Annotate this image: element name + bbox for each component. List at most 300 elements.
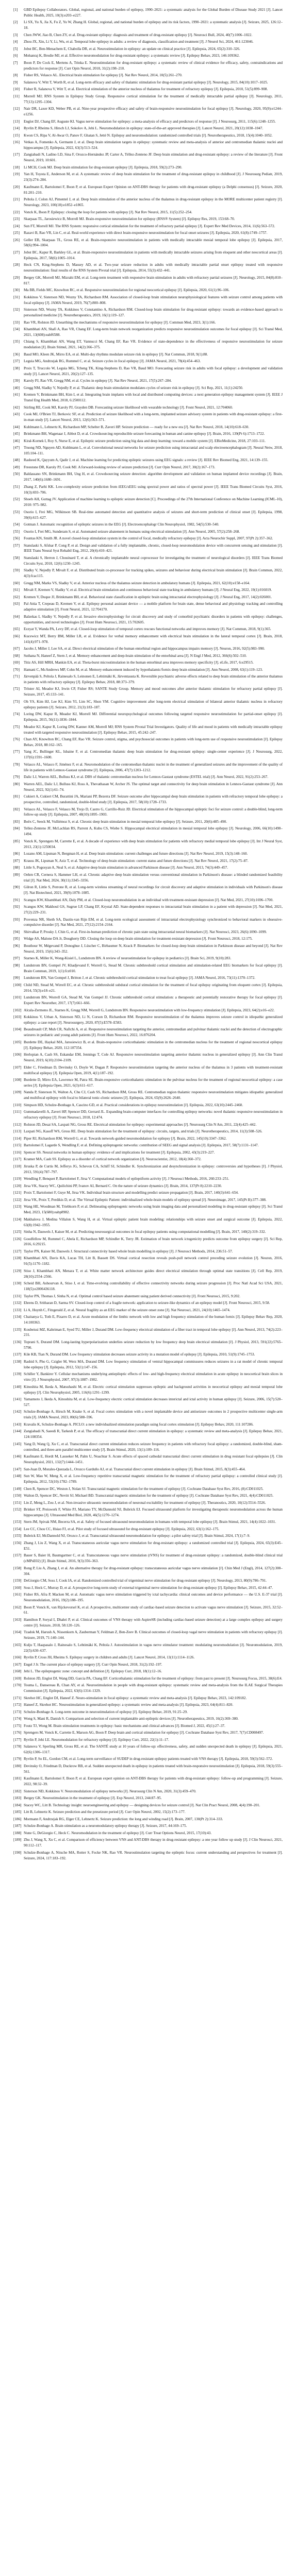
reference-number: [110] xyxy=(13,1103,22,1107)
reference-number: [152] xyxy=(13,1507,22,1512)
reference-text: Sisterson ND, Wozny TA, Kokkinos V, Constantino A, Richardson RM. Closed-loop brain stimulation for drug-resistant epilepsy: towards an evidence-based approach to personalized medicine [J]. Neurotherapeutics, 2019, 16(1):119–127. xyxy=(24,308,283,317)
reference-entry xyxy=(13,555,283,567)
reference-text: Oehrn CR, Cernera S, Hammer LH, et al. Chronic adaptive deep brain stimulation versus conventional stimulation in Parkinson's disease: a blinded randomized feasibility trial [J]. Nat Med, 2024, 30(11):3345–3356. xyxy=(24,872,283,883)
reference-entry xyxy=(13,1314,283,1326)
reference-entry xyxy=(13,1197,283,1203)
reference-number: [34] xyxy=(13,327,20,331)
reference-entry xyxy=(13,1683,283,1694)
reference-text: Laxpati NG, Kasoff WS, Gross RE. Deep brain stimulation for the treatment of epilepsy: circuits, targets, and trials [J]. Neurotherapeutics, 2014, 11(3):508–526. xyxy=(24,1129,262,1134)
reference-number: [51] xyxy=(13,484,20,489)
reference-text: Osorio I, Frei MG, Sunderam S, et al. Automated seizure abatement in humans using electrical stimulation [J]. Ann Neurol, 2005, 57(2):258–268. xyxy=(24,529,240,534)
reference-entry xyxy=(13,1109,283,1121)
reference-text: Starnes K, Miller K, Wong-Kisiel L, Lundstrom BN. A review of neurostimulation for epilepsy in pediatrics [J]. Brain Sci, 2019, 9(10):283. xyxy=(24,956,232,961)
reference-number: [64] xyxy=(13,614,20,619)
reference-text: Loring DW, Kapur R, Meador KJ, Morrell MJ. Differential neuropsychological outcomes following targeted responsive neurostimulation for partial-onset epilepsy [J]. Epilepsia, 2015, 56(11):1836–1844. xyxy=(24,712,283,722)
reference-entry xyxy=(13,405,283,411)
reference-text: Engel J Jr. The current place of epilepsy surgery [J]. Curr Opin Neurol, 2018, 31(2):192–197. xyxy=(24,1662,162,1667)
reference-entry xyxy=(13,1789,283,1794)
reference-text: Simpson HD, Schulze-Bonhage A, Cascino GD, et al. Practical considerations in epilepsy neurostimulation [J]. Epilepsia, 2022, 63(10):2445–2460. xyxy=(24,1103,243,1107)
reference-text: Zangiabadi N, Ladino LD, Sina F, Orozco-Hernández JP, Carter A, Téllez-Zenteno JF. Deep brain stimulation and drug-resistant epilepsy: a review of the literature [J]. Front Neurol, 2019, 10:601. xyxy=(24,152,283,163)
reference-entry xyxy=(13,1723,283,1729)
reference-number: [9] xyxy=(13,80,18,84)
reference-text: Mohanraj K, Brodie MJ, et al. Effective neuromodulation for drug-resistant epilepsy: a systematic review [J]. Epilepsy Behav, 2023, 146:109362. xyxy=(24,54,240,58)
reference-text: Spencer SS. Neural networks in human epilepsy: evidence of and implications for treatment [J]. Epilepsia, 2002, 43(3):219–227. xyxy=(24,1150,215,1155)
reference-number: [26] xyxy=(13,238,20,242)
reference-number: [154] xyxy=(13,1527,22,1531)
reference-text: Geller EB, Skarpaas TL, Gross RE, et al. Brain-responsive neurostimulation in patients with medically intractable mesial temporal lobe epilepsy [J]. Epilepsia, 2017, 58(6):994–1004. xyxy=(24,238,283,248)
reference-entry xyxy=(13,230,283,236)
reference-entry xyxy=(13,1157,283,1162)
reference-number: [25] xyxy=(13,231,20,235)
reference-entry xyxy=(13,1384,283,1396)
reference-text: Touma L, Dansereau B, Chan AY, et al. Neurostimulation in people with drug-resistant epilepsy: systematic review and meta-analysis from the ILAE Surgical Therapies Commission [J]. Epilepsia, 2022, 63(6):1314–1329. xyxy=(24,1683,283,1693)
reference-number: [142] xyxy=(13,1410,22,1414)
reference-text: Sinha N, Dauwels J, Kaiser M, et al. Predicting neurosurgical outcomes in focal epilepsy patients using computational modelling [J]. Brain, 2017, 140(2):319–332. xyxy=(24,1230,266,1234)
reference-number: [137] xyxy=(13,1352,22,1357)
reference-text: Stirling RE, Cook MJ, Karoly PJ, Grayden DB. Forecasting seizure likelihood with wearable technology [J]. Front Neurol, 2021, 12:704060. xyxy=(24,405,233,410)
reference-number: [54] xyxy=(13,522,20,527)
reference-number: [107] xyxy=(13,1065,22,1070)
reference-text: Widge AS, Malone DA Jr, Dougherty DD. Closing the loop on deep brain stimulation for treatment-resistant depression [J]. Front Neurosci, 2018, 12:175. xyxy=(24,937,253,941)
reference-number: [160] xyxy=(13,1585,22,1590)
reference-number: [83] xyxy=(13,819,20,824)
reference-number: [65] xyxy=(13,627,20,632)
reference-number: [101] xyxy=(13,995,22,1000)
reference-text: Foutz TJ, Wong M. Brain stimulation treatments in epilepsy: basic mechanisms and clinical advances [J]. Biomed J, 2022, 45(1):27–37. xyxy=(24,1723,225,1728)
reference-text: Gregg NM, Sladky V, Nejedly P, et al. Thalamic deep brain stimulation modulates cycles of seizure risk in epilepsy [J]. Sci Rep, 2021, 11(1):24250. xyxy=(24,385,243,390)
reference-number: [121] xyxy=(13,1191,22,1195)
reference-entry xyxy=(13,807,283,818)
reference-number: [37] xyxy=(13,359,20,364)
reference-entry xyxy=(13,1540,283,1552)
reference-number: [30] xyxy=(13,288,20,293)
reference-text: Burdette DE, Haykal MA, Jarosiewicz B, et al. Brain-responsive corticothalamic stimulation in the centromedian nucleus for the treatment of regional neocortical epilepsy [J]. Epilepsy Behav, 2020, 112:107354. xyxy=(24,1040,283,1050)
reference-number: [168] xyxy=(13,1669,22,1674)
reference-text: Titiz AS, Hill MRH, Mankin EA, et al. Theta-burst microstimulation in the human entorhinal area improves memory specificity [J]. eLife, 2017, 6:e29515. xyxy=(24,660,254,665)
reference-number: [165] xyxy=(13,1642,22,1647)
reference-text: Little S, Pogosyan A, Neal S, et al. Adaptive deep brain stimulation in advanced Parkinson disease [J]. Ann Neurol, 2013, 74(3):449–457. xyxy=(24,866,228,870)
reference-text: Li A, Huynh C, Fitzgerald Z, et al. Neural fragility as an EEG marker of the seizure onset zone [J]. Nat Neurosci, 2021, 24(10):1465–1474. xyxy=(24,1308,231,1312)
reference-number: [35] xyxy=(13,340,20,344)
reference-entry xyxy=(13,1204,283,1215)
reference-entry xyxy=(13,858,283,864)
reference-entry xyxy=(13,1519,283,1525)
reference-entry xyxy=(13,1795,283,1801)
reference-text: Elder C, Friedman D, Devinsky O, Doyle W, Dugan P. Responsive neurostimulation targeting the anterior nucleus of the thalamus in 3 patients with treatment-resistant multifocal epilepsy [J]. Epilepsia Open, 2019, 4(1):187–192. xyxy=(24,1065,283,1075)
reference-text: Skarpaas TL, Jarosiewicz B, Morrell MJ. Brain-responsive neurostimulation for epilepsy (RNS® System) [J]. Epilepsy Res, 2019, 153:68–70. xyxy=(24,217,235,222)
reference-number: [112] xyxy=(13,1122,22,1127)
reference-number: [144] xyxy=(13,1429,22,1434)
reference-number: [126] xyxy=(13,1236,22,1241)
reference-number: [105] xyxy=(13,1040,22,1044)
reference-number: [44] xyxy=(13,425,20,429)
reference-entry xyxy=(13,1308,283,1313)
reference-text: Sisterson ND, Kokkinos V. Neuromodulation of epilepsy networks [J]. Neurosurg Clin N Am, 2020, 31(3):459–470. xyxy=(24,1789,196,1793)
reference-number: [104] xyxy=(13,1027,22,1032)
reference-entry xyxy=(13,1764,283,1775)
reference-entry xyxy=(13,1027,283,1038)
reference-entry xyxy=(13,385,283,391)
reference-number: [115] xyxy=(13,1143,22,1148)
reference-text: Sun W, Mao W, Meng X, et al. Low-frequency repetitive transcranial magnetic stimulation for the treatment of refractory partial epilepsy: a controlled clinical study [J]. Epilepsia, 2012, 53(10):1782–1789. xyxy=(24,1474,283,1484)
reference-entry xyxy=(13,1352,283,1358)
reference-number: [47] xyxy=(13,446,20,450)
reference-text: Heck CN, King-Stephens D, Massey AD, et al. Two-year seizure reduction in adults with medically intractable partial onset epilepsy treated with responsive neurostimulation: final results of the RNS System Pivotal trial [J]. Epilepsia, 2014, 55(3):432–441. xyxy=(24,263,283,273)
reference-entry xyxy=(13,1642,283,1654)
reference-text: Stanslaski S, Afshar P, Cong P, et al. Design and validation of a fully implantable, chronic, closed-loop neuromodulation device with concurrent sensing and stimulation [J]. IEEE Trans Neural Syst Rehabil Eng, 2012, 20(4):410–421. xyxy=(24,543,283,553)
reference-text: Mivalt F, Kremen V, Sladky V, et al. Electrical brain stimulation and continuous behavioral state tracking in ambulatory humans [J]. J Neural Eng, 2022, 19(1):016019. xyxy=(24,588,272,592)
reference-text: Velasco AL, Velasco F, Jiménez F, et al. Neuromodulation of the centromedian thalamic nuclei in the treatment of generalized seizures and the improvement of the quality of life in patients with Lennox-Gastaut syndrome [J]. Epilepsia, 2006, 47(7):1203–1212. xyxy=(24,762,283,772)
reference-text: Kramer MA, Cash SS. Epilepsy as a disorder of cortical network organization [J]. Neuroscientist, 2012, 18(4):360–372. xyxy=(24,1157,202,1162)
reference-text: Boon P, Vonck K, van Rijckevorsel K, et al. A prospective, multicenter study of cardiac-based seizure detection to activate vagus nerve stimulation [J]. Seizure, 2015, 32:52–61. xyxy=(24,1605,283,1615)
reference-number: [66] xyxy=(13,634,20,638)
reference-text: Tzadok M, Harush A, Nissenkorn A, Zauberman Y, Feldman Z, Ben-Zeev B. Clinical outcomes of closed-loop vagal nerve stimulation in patients with refractory epilepsy [J]. Seizure, 2019, 71:140–144. xyxy=(24,1630,283,1640)
reference-text: Salanova V, Sperling MR, Gross RE, et al. The SANTÉ study at 10 years of follow-up: effectiveness, safety, and sudden unexpected death in epilepsy [J]. Epilepsia, 2021, 62(6):1306–1317. xyxy=(24,1744,283,1754)
reference-entry xyxy=(13,1837,283,1849)
reference-entry xyxy=(13,1592,283,1603)
reference-text: Baud MO, Kleen JK, Mirro EA, et al. Multi-day rhythms modulate seizure risk in epilepsy [J]. Nat Commun, 2018, 9(1):88. xyxy=(24,352,208,357)
reference-text: Gregg NM, Marks VS, Sladky V, et al. Anterior nucleus of the thalamus seizure detection in ambulatory humans [J]. Epilepsia, 2021, 62(10):e158–e164. xyxy=(24,581,250,585)
reference-number: [20] xyxy=(13,184,20,189)
reference-text: Sun FT, Morrell MJ. The RNS System: responsive cortical stimulation for the treatment of refractory partial epilepsy [J]. Expert Rev Med Devices, 2014, 11(6):563–572. xyxy=(24,224,275,228)
reference-entry xyxy=(13,782,283,793)
reference-number: [133] xyxy=(13,1308,22,1312)
reference-number: [173] xyxy=(13,1709,22,1714)
reference-number: [8] xyxy=(13,73,18,78)
reference-entry xyxy=(13,275,283,286)
reference-text: Kaufmann E, Bartolomei F, Boon P, et al. European expert opinion on ANT-DBS therapy for patients with drug-resistant epilepsy: follow-up and programming [J]. Seizure, 2022, 98:32–39. xyxy=(24,1776,283,1787)
reference-entry xyxy=(13,352,283,358)
reference-entry xyxy=(13,32,283,38)
reference-text: Bouthour W, Mégevand P, Donoghue J, Lüscher C, Birbaumer N, Krack P. Biomarkers for closed-loop deep brain stimulation in Parkinson disease and beyond [J]. Nat Rev Neurol, 2019, 15(6):343–352. xyxy=(24,943,283,954)
reference-entry xyxy=(13,522,283,528)
reference-text: Mormann F, Andrzejak RG, Elger CE, Lehnertz K. Seizure prediction: the long and winding road [J]. Brain, 2007, 130(Pt 2):314–333. xyxy=(24,1817,223,1821)
reference-text: Truong ND, Nguyen AD, Kuhlmann L, et al. Convolutional neural networks for seizure prediction using intracranial and scalp electroencephalogram [J]. Neural Netw, 2018, 105:104–111. xyxy=(24,446,283,455)
reference-entry xyxy=(13,165,283,171)
reference-text: Kile KB, Tian N, Durand DM. Low frequency stimulation decreases seizure activity in a mutation model of epilepsy [J]. Epilepsia, 2010, 51(9):1745–1753. xyxy=(24,1352,255,1357)
reference-entry xyxy=(13,320,283,326)
reference-text: Fisher R, Salanova V, Witt T, et al. Electrical stimulation of the anterior nucleus of thalamus for treatment of refractory epilepsy [J]. Epilepsia, 2010, 51(5):899–908. xyxy=(24,87,268,92)
reference-text: Chen R, Spencer DC, Weston J, Nolan SJ. Transcranial magnetic stimulation for the treatment of epilepsy [J]. Cochrane Database Syst Rev, 2016, (8):CD011025. xyxy=(24,1486,264,1491)
reference-text: Ezzyat Y, Wanda PA, Levy DF, et al. Closed-loop stimulation of temporal cortex rescues functional networks and improves memory [J]. Nat Commun, 2018, 9(1):365. xyxy=(24,627,271,632)
reference-text: Khambhati AN, Davis KA, Lucas TH, Litt B, Bassett DS. Virtual cortical resection reveals push-pull network control preceding seizure evolution [J]. Neuron, 2016, 91(5):1170–1182. xyxy=(24,1256,283,1266)
reference-entry xyxy=(13,1676,283,1682)
reference-number: [59] xyxy=(13,568,20,573)
reference-entry xyxy=(13,1823,283,1829)
reference-number: [170] xyxy=(13,1683,22,1688)
reference-text: Kaufmann E, Bartolomei F, Boon P, et al. European Expert Opinion on ANT-DBS therapy for patients with drug-resistant epilepsy (a Delphi consensus) [J]. Seizure, 2020, 81:201–210. xyxy=(24,184,283,195)
reference-entry xyxy=(13,80,283,86)
reference-number: [97] xyxy=(13,956,20,961)
reference-text: Shoeb AH, Guttag JV. Application of machine learning to epileptic seizure detection [C]. Proceedings of the 27th International Conference on Machine Learning (ICML-10), 2010: 975–982. xyxy=(24,497,283,507)
reference-entry xyxy=(13,1229,283,1235)
reference-number: [153] xyxy=(13,1520,22,1524)
reference-number: [174] xyxy=(13,1717,22,1721)
reference-entry xyxy=(13,1617,283,1629)
reference-text: Wong S, Mani R, Danish S. Comparison and selection of current implantable anti-epileptic devices [J]. Neurotherapeutics, 2019, 16(2):369–380. xyxy=(24,1717,239,1721)
reference-number: [122] xyxy=(13,1197,22,1202)
reference-text: Rolston JD, Englot DJ, Wang DD, Garcia PA, Chang EF. Corticothalamic stimulation for the treatment of epilepsy: from past to present [J]. Neurosurg Focus, 2015, 38(6):E4. xyxy=(24,1676,283,1681)
reference-text: Taylor PN, Kaiser M, Dauwels J. Structural connectivity based whole brain modelling in epilepsy [J]. J Neurosci Methods, 2014, 236:51–57. xyxy=(24,1249,233,1253)
reference-number: [119] xyxy=(13,1177,22,1181)
reference-text: Salanova V, Witt T, Worth R, et al. Long-term efficacy and safety of thalamic stimulation for drug-resistant partial epilepsy [J]. Neurology, 2015, 84(10):1017–1025. xyxy=(24,80,268,84)
reference-entry xyxy=(13,1467,283,1472)
reference-entry xyxy=(13,897,283,903)
reference-number: [24] xyxy=(13,224,20,228)
reference-text: Kulju T, Haapasalo J, Rainesalo S, Lehtimäki K, Peltola J. Autostimulation in vagus nerve stimulator treatment: modulating neuromodulation [J]. Neuromodulation, 2019, 22(5):630–637. xyxy=(24,1642,283,1653)
reference-number: [155] xyxy=(13,1534,22,1538)
reference-text: Järvenpää S, Peltola J, Rainesalo S, Leinonen E, Lehtimäki K, Järventausta K. Reversible psychiatric adverse effects related to deep brain stimulation of the anterior thalamus in patients with refractory epilepsy [J]. Epilepsy Behav, 2018, 88:373–379. xyxy=(24,674,283,684)
reference-text: DeGiorgio CM, Soss J, Cook IA, et al. Randomized controlled trial of trigeminal nerve stimulation for drug-resistant epilepsy [J]. Neurology, 2013, 80(9):786–791. xyxy=(24,1579,267,1583)
reference-text: Lee CC, Chou CC, Hsiao FJ, et al. Pilot study of focused ultrasound for drug-resistant epilepsy [J]. Epilepsia, 2022, 63(1):162–175. xyxy=(24,1527,220,1531)
reference-text: Kokkinos V, Sisterson ND, Wozny TA, Richardson RM. Association of closed-loop brain stimulation neurophysiological features with seizure control among patients with focal epilepsy [J]. JAMA Neurol, 2019, 76(7):800–808. xyxy=(24,295,283,305)
reference-entry xyxy=(13,660,283,666)
reference-number: [134] xyxy=(13,1315,22,1319)
reference-entry xyxy=(13,378,283,384)
reference-text: Chaitanya G, Toth E, Pizarro D, et al. Acute modulation of the limbic network with low and high frequency stimulation of the human fornix [J]. Epilepsy Behav Rep, 2020, 14:100363. xyxy=(24,1315,283,1325)
reference-entry xyxy=(13,119,283,125)
reference-number: [186] xyxy=(13,1817,22,1821)
reference-entry xyxy=(13,1507,283,1518)
reference-entry xyxy=(13,1709,283,1715)
reference-text: Peltola J, Colon AJ, Pimentel J, et al. Deep brain stimulation of the anterior nucleus of the thalamus in drug-resistant epilepsy in the MORE multicenter patient registry [J]. Neurology, 2023, 100(18):e1852–e1865. xyxy=(24,197,283,208)
reference-text: Krauss JK, Lipsman N, Aziz T, et al. Technology of deep brain stimulation: current status and future directions [J]. Nat Rev Neurol, 2021, 17(2):75–87. xyxy=(24,858,249,863)
reference-entry xyxy=(13,87,283,92)
reference-text: Bergey GK, Morrell MJ, Mizrahi EM, et al. Long-term treatment with responsive brain stimulation in adults with refractory partial seizures [J]. Neurology, 2015, 84(8):810–817. xyxy=(24,275,283,285)
reference-text: Yang D, Wang Q, Xu C, et al. Transcranial direct current stimulation reduces seizure frequency in patients with refractory focal epilepsy: a randomized, double-blind, sham-controlled, and three-arm parallel multicenter study [J]. Brain Stimul, 2020, 13(1):109–116. xyxy=(24,1442,283,1452)
reference-text: Chan AY, Knowlton RC, Chang EF, Rao VR. Seizure control, stigma, and psychosocial outcomes in patients with long-term use of responsive neurostimulation [J]. Epilepsy Behav, 2018, 88:162–165. xyxy=(24,737,283,747)
reference-number: [27] xyxy=(13,250,20,255)
reference-entry xyxy=(13,711,283,723)
reference-entry xyxy=(13,1744,283,1755)
reference-text: Kucewicz MT, Berry BM, Miller LR, et al. Evidence for verbal memory enhancement with electrical brain stimulation in the lateral temporal cortex [J]. Brain, 2018, 141(4):971–978. xyxy=(24,634,283,644)
reference-text: Rong P, Liu A, Zhang J, et al. An alternative therapy for drug-resistant epilepsy: transcutaneous auricular vagus nerve stimulation [J]. Chin Med J (Engl), 2014, 127(2):300–304. xyxy=(24,1566,283,1576)
reference-text: Zhang Z, Parhi KK. Low-complexity seizure prediction from iEEG/sEEG using spectral power and ratios of spectral power [J]. IEEE Trans Biomed Circuits Syst, 2016, 10(3):693–706. xyxy=(24,484,283,495)
reference-text: Kremen V, Duque JJ, Brinkmann BH, et al. Behavioral state classification in epileptic brain using intracranial electrophysiology [J]. J Neural Eng, 2017, 14(2):026001. xyxy=(24,595,272,599)
reference-text: Walton D, Spencer DC, Nevitt SJ, Michael BD. Transcranial magnetic stimulation for the treatment of epilepsy [J]. Cochrane Database Syst Rev, 2021, 4(4):CD011025. xyxy=(24,1494,274,1498)
reference-text: Stern JM, Spivak NM, Becerra SA, et al. Safety of focused ultrasound neuromodulation in humans with temporal lobe epilepsy [J]. Brain Stimul, 2021, 14(4):1022–1031. xyxy=(24,1520,276,1524)
reference-text: Wang HE, Woodman M, Triebkorn P, et al. Delineating epileptogenic networks using brain imaging data and personalized modeling in drug-resistant epilepsy [J]. Sci Transl Med, 2023, 15(680):eabp8982. xyxy=(24,1205,283,1215)
reference-entry xyxy=(13,1136,283,1142)
reference-number: [45] xyxy=(13,432,20,436)
reference-entry xyxy=(13,975,283,981)
reference-number: [74] xyxy=(13,712,20,717)
reference-number: [116] xyxy=(13,1150,22,1155)
reference-text: Devinsky O, Friedman D, Duckrow RB, et al. Sudden unexpected death in epilepsy in patients treated with brain-responsive neurostimulation [J]. Epilepsia, 2018, 59(3):555–561. xyxy=(24,1764,283,1774)
reference-entry xyxy=(13,1527,283,1532)
reference-entry xyxy=(13,963,283,974)
reference-number: [69] xyxy=(13,660,20,665)
reference-number: [131] xyxy=(13,1294,22,1298)
reference-entry xyxy=(13,287,283,293)
reference-number: [19] xyxy=(13,172,20,177)
reference-entry xyxy=(13,1669,283,1674)
reference-number: [185] xyxy=(13,1810,22,1815)
reference-text: Ryvlin P, Rheims S, Hirsch LJ, Sokolov A, Jehi L. Neuromodulation in epilepsy: state-of-the-art approved therapies [J]. Lancet Neurol, 2021, 20(12):1038–1047. xyxy=(24,126,264,131)
reference-text: Ehrens D, Sritharan D, Sarma SV. Closed-loop control of a fragile network: application to seizure-like dynamics of an epilepsy model [J]. Front Neurosci, 2015, 9:58. xyxy=(24,1301,270,1306)
reference-entry xyxy=(13,1493,283,1499)
reference-entry xyxy=(13,667,283,673)
reference-text: Brinkmann BH, Wagenaar J, Abbot D, et al. Crowdsourcing reproducible seizure forecasting in human and canine epilepsy [J]. Brain, 2016, 139(Pt 6):1713–1722. xyxy=(24,432,265,436)
reference-number: [70] xyxy=(13,667,20,672)
reference-text: Koubeissi MZ, Kahriman E, Syed TU, Miller J, Durand DM. Low-frequency electrical stimulation of a fiber tract in temporal lobe epilepsy [J]. Ann Neurol, 2013, 74(2):223–231. xyxy=(24,1327,283,1337)
reference-number: [187] xyxy=(13,1824,22,1828)
reference-text: Bubrick EJ, McDannold NJ, Orozco J, et al. Transcranial ultrasound neuromodulation for epilepsy: a pilot safety trial [J]. Brain Stimul, 2024, 17(1):7–9. xyxy=(24,1534,250,1538)
reference-number: [99] xyxy=(13,976,20,980)
reference-entry xyxy=(13,1662,283,1668)
reference-text: Bartolomei F, Lagarde S, Wendling F, et al. Defining epileptogenic networks: contribution of SEEG and signal analysis [J]. Epilepsia, 2017, 58(7):1131–1147. xyxy=(24,1143,259,1148)
reference-text: Yan H, Toyota E, Anderson M, et al. A systematic review of deep brain stimulation for the treatment of drug-resistant epilepsy in childhood [J]. J Neurosurg Pediatr, 2019, 23(3):274–284. xyxy=(24,172,283,182)
reference-entry xyxy=(13,1327,283,1338)
reference-entry xyxy=(13,699,283,710)
reference-text: Skrehot HC, Englot DJ, Haneef Z. Neuro-stimulation in focal epilepsy: a systematic review and meta-analysis [J]. Epilepsy Behav, 2023, 142:109182. xyxy=(24,1696,247,1700)
reference-entry xyxy=(13,1103,283,1108)
reference-entry xyxy=(13,1256,283,1267)
reference-text: Schulze-Bonhage A, Hirsch M, Knake S, et al. Focal cortex stimulation with a novel implantable device and antiseizure outcomes in 2 prospective multicenter single-arm trials [J]. JAMA Neurol, 2023, 80(6):588–596. xyxy=(24,1410,283,1420)
reference-text: Stacey WC, Litt B. Technology insight: neuroengineering and epilepsy — designing devices for seizure control [J]. Nat Clin Pract Neurol, 2008, 4(4):190–201. xyxy=(24,1803,260,1807)
reference-entry xyxy=(13,295,283,306)
reference-entry xyxy=(13,20,283,31)
reference-number: [14] xyxy=(13,126,20,131)
reference-number: [28] xyxy=(13,263,20,267)
reference-number: [10] xyxy=(13,87,20,92)
reference-number: [11] xyxy=(13,94,20,98)
reference-entry xyxy=(13,1014,283,1026)
reference-number: [93] xyxy=(13,917,20,922)
reference-entry xyxy=(13,1850,283,1861)
reference-text: Sprengers M, Vonck K, Carrette E, Marson AG, Boon P. Deep brain and cortical stimulation for epilepsy [J]. Cochrane Database Syst Rev, 2017, 7(7):CD008497. xyxy=(24,1731,264,1735)
reference-entry xyxy=(13,465,283,470)
reference-text: Razavi B, Rao VR, Lin C, et al. Real-world experience with direct brain-responsive neurostimulation for focal onset seizures [J]. Epilepsia, 2020, 61(8):1749–1757. xyxy=(24,231,268,235)
reference-text: Nune G, DeGiorgio C, Heck C. Neuromodulation in the treatment of epilepsy [J]. Curr Treat Options Neurol, 2015, 17(10):43. xyxy=(24,1831,212,1835)
reference-number: [55] xyxy=(13,529,20,534)
reference-number: [151] xyxy=(13,1500,22,1505)
reference-text: Vonck K, Boon P. Epilepsy: closing the loop for patients with epilepsy [J]. Nat Rev Neurol, 2015, 11(5):252–254. xyxy=(24,210,192,214)
reference-number: [113] xyxy=(13,1129,22,1134)
reference-number: [103] xyxy=(13,1015,22,1020)
reference-text: Kokkinos V, Urban A, Sisterson ND, Li N, Corson D, Richardson RM. Responsive neurostimulation of the thalamus improves seizure control in idiopathic generalized epilepsy: a case report [J]. Neurosurgery, 2020, 87(5):E578–E583. xyxy=(24,1015,283,1025)
reference-entry xyxy=(13,392,283,403)
reference-entry xyxy=(13,238,283,249)
reference-entry xyxy=(13,1065,283,1076)
reference-entry xyxy=(13,73,283,78)
reference-text: Jehi L. The epileptogenic zone: concept and definition [J]. Epilepsy Curr, 2018, 18(1):12–16. xyxy=(24,1669,162,1674)
reference-entry xyxy=(13,737,283,748)
reference-entry xyxy=(13,1077,283,1089)
reference-entry xyxy=(13,1268,283,1280)
reference-entry xyxy=(13,412,283,423)
reference-entry xyxy=(13,1281,283,1292)
reference-number: [92] xyxy=(13,905,20,909)
reference-text: Kinoshita M, Ikeda A, Matsuhashi M, et al. Electric cortical stimulation suppresses epileptic and background activities in neocortical epilepsy and mesial temporal lobe epilepsy [J]. Clin Neurophysiol, 2005, 116(6):1291–1299. xyxy=(24,1384,283,1395)
reference-entry xyxy=(13,634,283,645)
reference-entry xyxy=(13,1809,283,1815)
reference-entry xyxy=(13,851,283,857)
reference-entry xyxy=(13,587,283,593)
reference-number: [169] xyxy=(13,1676,22,1681)
reference-text: Li SX, Yu X, Jia X, Fu Z, Yu W, Zhang H. Global, regional, and national burden of epilepsy and its risk factors, 1990–2021: a systematic analysis [J]. Seizure, 2025, 126:12–18. xyxy=(24,20,283,30)
reference-number: [156] xyxy=(13,1540,22,1545)
reference-entry xyxy=(13,1294,283,1299)
reference-number: [98] xyxy=(13,963,20,968)
reference-entry xyxy=(13,484,283,496)
reference-text: Jirsa VK, Stacey WC, Quilichini PP, Ivanov AI, Bernard C. On the nature of seizure dynamics [J]. Brain, 2014, 137(Pt 8):2210–2230. xyxy=(24,1183,222,1188)
reference-text: Kuhlmann L, Lehnertz K, Richardson MP, Schelter B, Zaveri HP. Seizure prediction — ready for a new era [J]. Nat Rev Neurol, 2018, 14(10):618–630. xyxy=(24,425,250,429)
reference-number: [143] xyxy=(13,1422,22,1427)
reference-text: Velasco AL, Velasco F, Velasco M, Trejo D, Castro G, Carrillo-Ruiz JD. Electrical stimulation of the hippocampal epileptic foci for seizure control: a double-blind, long-term follow-up study [J]. Epilepsia, 2007, 48(10):1895–1903. xyxy=(24,807,283,817)
reference-entry xyxy=(13,425,283,430)
reference-text: Vetkas A, Fomenko A, Germann J, et al. Deep brain stimulation targets in epilepsy: systematic review and meta-analysis of anterior and centromedian thalamic nuclei and hippocampus [J]. Epilepsia, 2022, 63(3):513–524. xyxy=(24,140,283,150)
reference-text: Zangiabadi N, Saeedi R, Tarkesh P, et al. The efficacy of transcranial direct current stimulation in epilepsy: a systematic review and meta-analysis [J]. Epilepsy Behav, 2021, 124:108354. xyxy=(24,1429,283,1439)
reference-entry xyxy=(13,686,283,698)
reference-number: [87] xyxy=(13,858,20,863)
reference-text: Shirvalkar P, Prosky J, Chin G, et al. First-in-human prediction of chronic pain state using intracranial neural biomarkers [J]. Nat Neurosci, 2023, 26(6):1090–1099. xyxy=(24,929,267,934)
reference-number: [157] xyxy=(13,1553,22,1558)
reference-text: Meador KJ, Kapur R, Loring DW, Kanner AM, Morrell MJ; RNS System Pivotal Trial Investigators. Quality of life and mood in patients with medically intractable epilepsy treated with targeted responsive neurostimulation [J]. Epilepsy Behav, 2015, 45:242–247. xyxy=(24,724,283,735)
reference-number: [56] xyxy=(13,536,20,541)
reference-number: [135] xyxy=(13,1327,22,1332)
reference-number: [86] xyxy=(13,852,20,856)
reference-number: [102] xyxy=(13,1008,22,1012)
reference-entry xyxy=(13,471,283,483)
reference-text: Lundstrom BN, Gompel JV, Khadjevand F, Worrell G, Stead M. Chronic subthreshold cortical stimulation and stimulation-related EEG biomarkers for focal epilepsy [J]. Brain Commun, 2019, 1(1):fcz010. xyxy=(24,963,283,973)
reference-number: [94] xyxy=(13,929,20,934)
reference-entry xyxy=(13,1756,283,1762)
reference-entry xyxy=(13,1585,283,1591)
reference-number: [82] xyxy=(13,807,20,811)
reference-entry xyxy=(13,126,283,131)
reference-entry xyxy=(13,917,283,928)
reference-entry xyxy=(13,94,283,105)
reference-entry xyxy=(13,46,283,52)
reference-entry xyxy=(13,224,283,229)
reference-entry xyxy=(13,536,283,541)
reference-text: Ryvlin P, So EL, Gordon CM, et al. Long-term surveillance of SUDEP in drug-resistant epilepsy patients treated with VNS therapy [J]. Epilepsia, 2018, 59(3):562–572. xyxy=(24,1757,273,1761)
reference-text: Khambhati AN, Shafi A, Rao VR, Chang EF. Long-term brain network reorganization predicts responsive neurostimulation outcomes for focal epilepsy [J]. Sci Transl Med, 2021, 13(608):eabf6588. xyxy=(24,327,283,337)
reference-text: Piper RJ, Richardson RM, Worrell G, et al. Towards network-guided neuromodulation for epilepsy [J]. Brain, 2022, 145(10):3347–3362. xyxy=(24,1136,227,1141)
reference-entry xyxy=(13,172,283,183)
reference-number: [188] xyxy=(13,1831,22,1835)
reference-number: [89] xyxy=(13,872,20,877)
reference-entry xyxy=(13,210,283,215)
reference-text: Fountas KN, Smith JR. A novel closed-loop stimulation system in the control of focal, medically refractory epilepsy [J]. Acta Neurochir Suppl, 2007, 97(Pt 2):357–362. xyxy=(24,536,273,541)
reference-number: [43] xyxy=(13,412,20,417)
reference-number: [147] xyxy=(13,1467,22,1471)
reference-text: Dalic LJ, Warren AEL, Bulluss KJ, et al. DBS of thalamic centromedian nucleus for Lennox-Gastaut syndrome (ESTEL trial) [J]. Ann Neurol, 2022, 91(2):253–267. xyxy=(24,775,269,779)
reference-number: [138] xyxy=(13,1359,22,1364)
reference-entry xyxy=(13,39,283,45)
reference-text: Hamilton P, Soryal I, Dhahri P, et al. Clinical outcomes of VNS therapy with AspireSR (including cardiac-based seizure detection) at a large complex epilepsy and surgery centre [J]. Seizure, 2018, 58:120–126. xyxy=(24,1617,283,1628)
reference-text: Brinker ST, Preiswerk F, White PJ, Mariano TY, McDannold NJ, Bubrick EJ. Focused ultrasound platform for investigating therapeutic neuromodulation across the human hippocampus [J]. Ultrasound Med Biol, 2020, 46(5):1270–1274. xyxy=(24,1507,283,1517)
reference-number: [68] xyxy=(13,653,20,658)
reference-number: [148] xyxy=(13,1474,22,1479)
reference-number: [145] xyxy=(13,1442,22,1446)
reference-text: Bauer S, Baier H, Baumgartner C, et al. Transcutaneous vagus nerve stimulation (tVNS) for treatment of drug-resistant epilepsy: a randomized, double-blind clinical trial (cMPsE02) [J]. Brain Stimul, 2016, 9(3):356–363. xyxy=(24,1553,283,1564)
reference-number: [158] xyxy=(13,1566,22,1570)
reference-text: Schulze-Bonhage A. Brain stimulation as a neuromodulatory epilepsy therapy [J]. Seizure, 2017, 44:169–175. xyxy=(24,1824,187,1828)
reference-entry xyxy=(13,904,283,916)
reference-number: [48] xyxy=(13,458,20,463)
reference-text: Jiruska P, de Curtis M, Jefferys JG, Schevon CA, Schiff SJ, Schindler K. Synchronization and desynchronization in epilepsy: controversies and hypotheses [J]. J Physiol, 2013, 591(4):787–797. xyxy=(24,1164,283,1174)
reference-text: Burdette D, Mirro EA, Lawrence M, Patra SE. Brain-responsive corticothalamic stimulation in the pulvinar nucleus for the treatment of regional neocortical epilepsy: a case series [J]. Epilepsia Open, 2021, 6(3):611–617. xyxy=(24,1078,283,1088)
reference-entry xyxy=(13,595,283,600)
reference-entry xyxy=(13,262,283,274)
reference-number: [18] xyxy=(13,165,20,170)
reference-number: [100] xyxy=(13,982,22,987)
reference-entry xyxy=(13,1143,283,1148)
reference-entry xyxy=(13,431,283,437)
reference-entry xyxy=(13,749,283,760)
